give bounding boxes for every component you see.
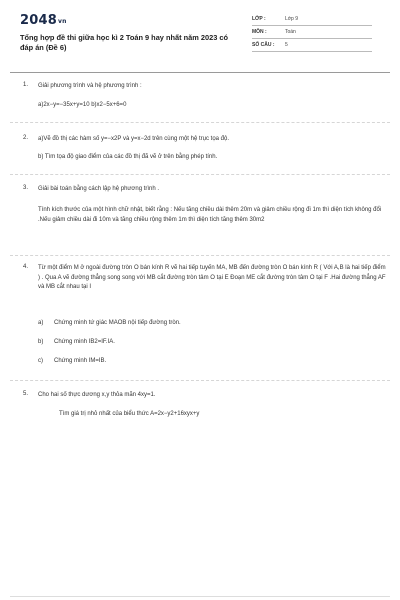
question-text: Từ một điểm M ở ngoài đường tròn O bán kính R vẽ hai tiếp tuyến MA, MB đến đường tròn O bán kính R ( Với A,B là hai tiếp điểm ) . Qua A vẽ đường thẳng song song với MB cắt đường tròn tâm O tại E Đoạn ME cắt đường tròn tâm O tại F .Hai đường thẳng AF và MB cắt nhau tại I: [38, 265, 386, 290]
question-divider: [10, 174, 390, 175]
sub-label: b): [38, 339, 44, 345]
meta-key: MÔN :: [252, 29, 267, 35]
meta-underline: [252, 25, 372, 26]
sub-label: a): [38, 320, 44, 326]
question-divider: [10, 122, 390, 123]
question-sub: b) Tìm tọa độ giao điểm của các đồ thị đã vẽ ở trên bằng phép tính.: [38, 154, 218, 160]
question-text: a)Vẽ đồ thị các hàm số y=−x2P và y=x−2d trên cùng một hệ trục tọa độ.: [38, 136, 230, 142]
meta-row-class: [252, 16, 372, 29]
question-divider: [10, 380, 390, 381]
question-number: 3.: [23, 185, 29, 191]
question-number: 4.: [23, 264, 29, 270]
question-sub-b: [38, 338, 386, 348]
sub-text: Chứng minh IM=IB.: [54, 358, 107, 364]
exam-meta: [252, 16, 372, 55]
meta-key: LỚP :: [252, 16, 266, 22]
header: [0, 0, 400, 72]
question-sub-c: [38, 357, 386, 367]
question-text: Giải bài toán bằng cách lập hệ phương trình .: [38, 186, 160, 192]
question-sub-a: [38, 319, 386, 329]
meta-row-subject: [252, 29, 372, 42]
meta-key: SỐ CÂU :: [252, 42, 275, 48]
question-sub: Tìm giá trị nhỏ nhất của biểu thức A=2x−y2+16xyx+y: [59, 411, 200, 417]
question-divider: [10, 255, 390, 256]
meta-value: Toán: [285, 29, 296, 35]
question-number: 2.: [23, 135, 29, 141]
sub-text: Chứng minh tứ giác MAOB nội tiếp đường tròn.: [54, 320, 181, 326]
meta-value: 5: [285, 42, 288, 48]
sub-text: Chứng minh IB2=IF.IA.: [54, 339, 115, 345]
site-logo[interactable]: 2048vn: [20, 13, 67, 28]
header-divider: [10, 72, 390, 73]
question-sub: a)2x−y=−35x+y=10 b)x2−5x+6=0: [38, 102, 127, 108]
question-sub: Tính kích thước của một hình chữ nhật, biết rằng : Nếu tăng chiều dài thêm 20m và giảm chiều rộng đi 1m thì diện tích không đổi .Nếu giảm chiều dài đi 10m và tăng chiều rộng thêm 1m thì diện tích tăng thêm 30m2: [38, 207, 382, 223]
question-number: 1.: [23, 82, 29, 88]
meta-underline: [252, 51, 372, 52]
page-title: Tổng hợp đề thi giữa học kì 2 Toán 9 hay nhất năm 2023 có đáp án (Đề 6): [20, 33, 228, 52]
question-number: 5.: [23, 391, 29, 397]
question-text: Cho hai số thực dương x,y thỏa mãn 4xy=1.: [38, 392, 156, 398]
question-text: Giải phương trình và hệ phương trình :: [38, 83, 142, 89]
page-bottom-border: [10, 596, 390, 597]
meta-row-count: [252, 42, 372, 55]
meta-value: Lớp 9: [285, 16, 299, 22]
meta-underline: [252, 38, 372, 39]
sub-label: c): [38, 358, 43, 364]
